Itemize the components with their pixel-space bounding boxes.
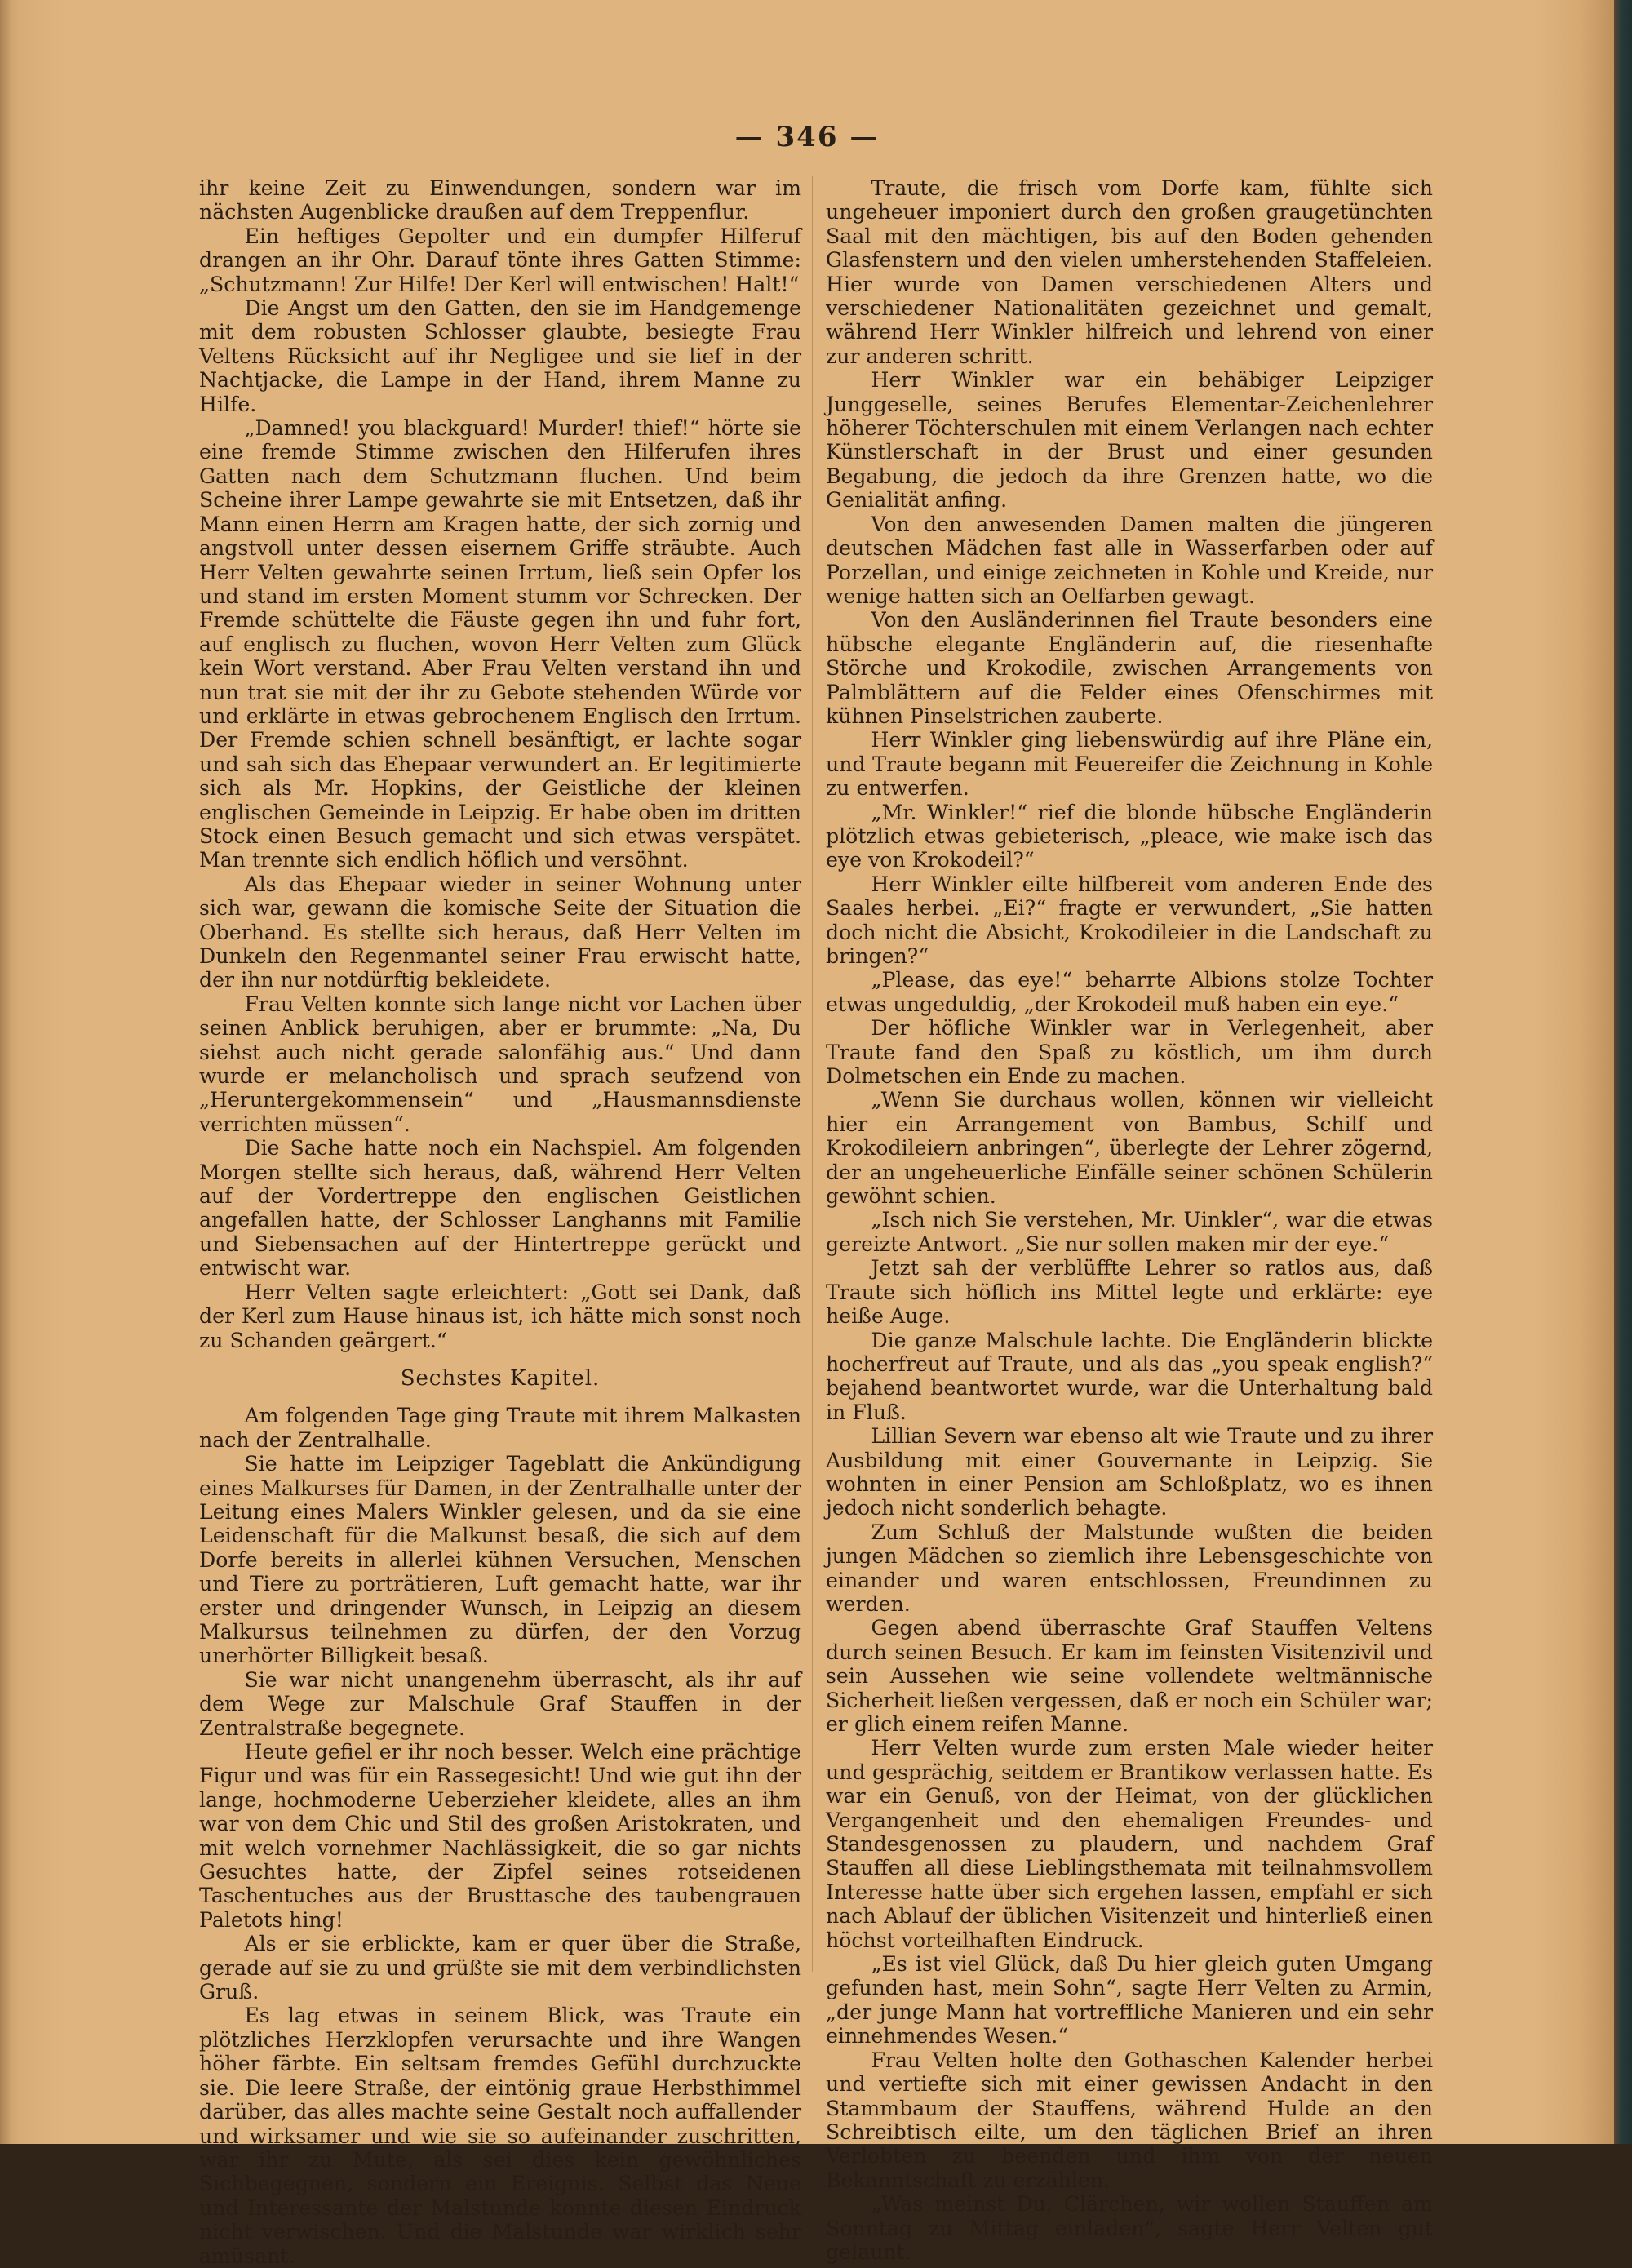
paragraph: Heute gefiel er ihr noch besser. Welch eine prächtige Figur und was für ein Rassegesicht! Und wie gut ihn der lange, hochmoderne Ueberzieher kleidete, alles an ihm war von dem Chic und Stil des großen Aristokraten, und mit welch vornehmer Nachlässigkeit, die so gar nichts Gesuchtes hatte, der Zipfel seines rotseidenen Taschentuches aus der Brusttasche des taubengrauen Paletots hing! — [199, 1740, 801, 1932]
paragraph: Der höfliche Winkler war in Verlegenheit, aber Traute fand den Spaß zu köstlich, um ihm durch Dolmetschen ein Ende zu machen. — [826, 1016, 1433, 1089]
paragraph: „Mr. Winkler!“ rief die blonde hübsche Engländerin plötzlich etwas gebieterisch, „pleace, wie make isch das eye von Krokodeil?“ — [826, 800, 1433, 872]
paragraph: Herr Winkler war ein behäbiger Leipziger Junggeselle, seines Berufes Elementar-Zeichenlehrer höherer Töchterschulen mit einem Verlangen nach echter Künstlerschaft in der Brust und einer gesunden Begabung, die jedoch da ihre Grenzen hatte, wo die Genialität anfing. — [826, 368, 1433, 513]
paragraph: Die Angst um den Gatten, den sie im Handgemenge mit dem robusten Schlosser glaubte, besiegte Frau Veltens Rücksicht auf ihr Negligee und sie lief in der Nachtjacke, die Lampe in der Hand, ihrem Manne zu Hilfe. — [199, 296, 801, 416]
page-number: — 346 — — [734, 121, 880, 153]
paragraph: Lillian Severn war ebenso alt wie Traute und zu ihrer Ausbildung mit einer Gouvernante in Leipzig. Sie wohnten in einer Pension am Schloßplatz, wo es ihnen jedoch nicht sonderlich behagte. — [826, 1424, 1433, 1520]
paragraph: Frau Velten konnte sich lange nicht vor Lachen über seinen Anblick beruhigen, aber er brummte: „Na, Du siehst auch nicht gerade salonfähig aus.“ Und dann wurde er melancholisch und sprach seufzend von „Heruntergekommensein“ und „Hausmannsdienste verrichten müssen“. — [199, 992, 801, 1136]
paragraph: ihr keine Zeit zu Einwendungen, sondern war im nächsten Augenblicke draußen auf dem Treppenflur. — [199, 176, 801, 224]
paragraph: Sie hatte im Leipziger Tageblatt die Ankündigung eines Malkurses für Damen, in der Zentralhalle unter der Leitung eines Malers Winkler gelesen, und da sie eine Leidenschaft für die Malkunst besaß, die sich auf dem Dorfe bereits in allerlei kühnen Versuchen, Menschen und Tiere zu porträtieren, Luft gemacht hatte, war ihr erster und dringender Wunsch, in Leipzig an diesem Malkursus teilnehmen zu dürfen, der den Vorzug unerhörter Billigkeit besaß. — [199, 1452, 801, 1668]
paragraph: Als das Ehepaar wieder in seiner Wohnung unter sich war, gewann die komische Seite der Situation die Oberhand. Es stellte sich heraus, daß Herr Velten im Dunkeln den Regenmantel seiner Frau erwischt hatte, der ihn nur notdürftig bekleidete. — [199, 872, 801, 992]
paragraph: „Damned! you blackguard! Murder! thief!“ hörte sie eine fremde Stimme zwischen den Hilferufen ihres Gatten nach dem Schutzmann fluchen. Und beim Scheine ihrer Lampe gewahrte sie mit Entsetzen, daß ihr Mann einen Herrn am Kragen hatte, der sich zornig und angstvoll unter dessen eisernem Griffe sträubte. Auch Herr Velten gewahrte seinen Irrtum, ließ sein Opfer los und stand im ersten Moment stumm vor Schrecken. Der Fremde schüttelte die Fäuste gegen ihn und fuhr fort, auf englisch zu fluchen, wovon Herr Velten zum Glück kein Wort verstand. Aber Frau Velten verstand ihn und nun trat sie mit der ihr zu Gebote stehenden Würde vor und erklärte in etwas gebrochenem Englisch den Irrtum. Der Fremde schien schnell besänftigt, er lachte sogar und sah sich das Ehepaar verwundert an. Er legitimierte sich als Mr. Hopkins, der Geistliche der kleinen englischen Gemeinde in Leipzig. Er habe oben im dritten Stock einen Besuch gemacht und sich etwas verspätet. Man trennte sich endlich höflich und versöhnt. — [199, 416, 801, 872]
paragraph: Die Sache hatte noch ein Nachspiel. Am folgenden Morgen stellte sich heraus, daß, während Herr Velten auf der Vordertreppe den englischen Geistlichen angefallen hatte, der Schlosser Langhanns mit Familie und Siebensachen auf der Hintertreppe gerückt und entwischt war. — [199, 1136, 801, 1280]
paragraph: Jetzt sah der verblüffte Lehrer so ratlos aus, daß Traute sich höflich ins Mittel legte und erklärte: eye heiße Auge. — [826, 1256, 1433, 1329]
paragraph: Als er sie erblickte, kam er quer über die Straße, gerade auf sie zu und grüßte sie mit dem verbindlichsten Gruß. — [199, 1932, 801, 2004]
paragraph: Zum Schluß der Malstunde wußten die beiden jungen Mädchen so ziemlich ihre Lebensgeschichte von einander und waren entschlossen, Freundinnen zu werden. — [826, 1520, 1433, 1616]
paragraph: Gegen abend überraschte Graf Stauffen Veltens durch seinen Besuch. Er kam im feinsten Visitenzivil und sein Aussehen wie seine vollendete weltmännische Sicherheit ließen vergessen, daß er noch ein Schüler war; er glich einem reifen Manne. — [826, 1616, 1433, 1736]
paragraph: „Was meinst Du, Clärchen, wir wollen Stauffen am Sonntag zu Mittag einladen“, sagte Herr Velten gut gelaunt. — [826, 2192, 1433, 2264]
paragraph: Herr Winkler ging liebenswürdig auf ihre Pläne ein, und Traute begann mit Feuereifer die Zeichnung in Kohle zu entwerfen. — [826, 728, 1433, 801]
paragraph: Von den anwesenden Damen malten die jüngeren deutschen Mädchen fast alle in Wasserfarben oder auf Porzellan, und einige zeichneten in Kohle und Kreide, nur wenige hatten sich an Oelfarben gewagt. — [826, 512, 1433, 608]
paragraph: Herr Velten wurde zum ersten Male wieder heiter und gesprächig, seitdem er Brantikow verlassen hatte. Es war ein Genuß, von der Heimat, von der glücklichen Vergangenheit und den ehemaligen Freundes- und Standesgenossen zu plaudern, und nachdem Graf Stauffen all diese Lieblingsthemata mit teilnahmsvollem Interesse hatte über sich ergehen lassen, empfahl er sich nach Ablauf der üblichen Visitenzeit und hinterließ einen höchst vorteilhaften Eindruck. — [826, 1736, 1433, 1952]
paragraph: Traute, die frisch vom Dorfe kam, fühlte sich ungeheuer imponiert durch den großen graugetünchten Saal mit den mächtigen, bis auf den Boden gehenden Glasfenstern und den vielen umherstehenden Staffeleien. Hier wurde von Damen verschiedenen Alters und verschiedener Nationalitäten gezeichnet und gemalt, während Herr Winkler hilfreich und lehrend von einer zur anderen schritt. — [826, 176, 1433, 368]
paragraph: Herr Velten sagte erleichtert: „Gott sei Dank, daß der Kerl zum Hause hinaus ist, ich hätte mich sonst noch zu Schanden geärgert.“ — [199, 1280, 801, 1352]
paragraph: Frau Velten holte den Gothaschen Kalender herbei und vertiefte sich mit einer gewissen Andacht in den Stammbaum der Stauffens, während Hulde an den Schreibtisch eilte, um den täglichen Brief an ihren Verlobten zu beenden und ihm von der neuen Bekanntschaft zu erzählen. — [826, 2048, 1433, 2192]
paragraph: Sie war nicht unangenehm überrascht, als ihr auf dem Wege zur Malschule Graf Stauffen in der Zentralstraße begegnete. — [199, 1667, 801, 1740]
paragraph: Herr Winkler eilte hilfbereit vom anderen Ende des Saales herbei. „Ei?“ fragte er verwundert, „Sie hatten doch nicht die Absicht, Krokodileier in die Landschaft zu bringen?“ — [826, 872, 1433, 968]
paragraph: „Please, das eye!“ beharrte Albions stolze Tochter etwas ungeduldig, „der Krokodeil muß haben ein eye.“ — [826, 968, 1433, 1016]
book-binding-edge — [1614, 0, 1632, 2144]
paragraph: Es lag etwas in seinem Blick, was Traute ein plötzliches Herzklopfen verursachte und ihre Wangen höher färbte. Ein seltsam fremdes Gefühl durchzuckte sie. Die leere Straße, der eintönig graue Herbsthimmel darüber, das alles machte seine Gestalt noch auffallender und wirksamer und wie sie so aufeinander zuschritten, war ihr zu Mute, als sei dies kein gewöhnliches Sichbegegnen, sondern ein Ereignis. Selbst das Neue und Interessante der Malstunde konnte diesen Eindruck nicht verwischen. Und die Malstunde war wirklich sehr amüsant. — [199, 2004, 801, 2268]
right-column — [826, 176, 1433, 2264]
paragraph: Die ganze Malschule lachte. Die Engländerin blickte hocherfreut auf Traute, und als das „you speak english?“ bejahend beantwortet wurde, war die Unterhaltung bald in Fluß. — [826, 1328, 1433, 1424]
paragraph: Am folgenden Tage ging Traute mit ihrem Malkasten nach der Zentralhalle. — [199, 1404, 801, 1452]
paragraph: „Isch nich Sie verstehen, Mr. Uinkler“, war die etwas gereizte Antwort. „Sie nur sollen maken mir der eye.“ — [826, 1208, 1433, 1256]
page-gutter-shadow — [0, 0, 11, 2144]
column-divider — [812, 176, 813, 1972]
paragraph: „Es ist viel Glück, daß Du hier gleich guten Umgang gefunden hast, mein Sohn“, sagte Herr Velten zu Armin, „der junge Mann hat vortreffliche Manieren und ein sehr einnehmendes Wesen.“ — [826, 1952, 1433, 2048]
paragraph: „Wenn Sie durchaus wollen, können wir vielleicht hier ein Arrangement von Bambus, Schilf und Krokodileiern anbringen“, überlegte der Lehrer zögernd, der an ungeheuerliche Einfälle seiner schönen Schülerin gewöhnt schien. — [826, 1088, 1433, 1209]
chapter-heading: Sechstes Kapitel. — [400, 1365, 601, 1391]
paragraph: Ein heftiges Gepolter und ein dumpfer Hilferuf drangen an ihr Ohr. Darauf tönte ihres Gatten Stimme: „Schutzmann! Zur Hilfe! Der Kerl will entwischen! Halt!“ — [199, 224, 801, 296]
left-column — [199, 176, 801, 2268]
paragraph: Von den Ausländerinnen fiel Traute besonders eine hübsche elegante Engländerin auf, die riesenhafte Störche und Krokodile, zwischen Arrangements von Palmblättern auf die Felder eines Ofenschirmes mit kühnen Pinselstrichen zauberte. — [826, 608, 1433, 728]
